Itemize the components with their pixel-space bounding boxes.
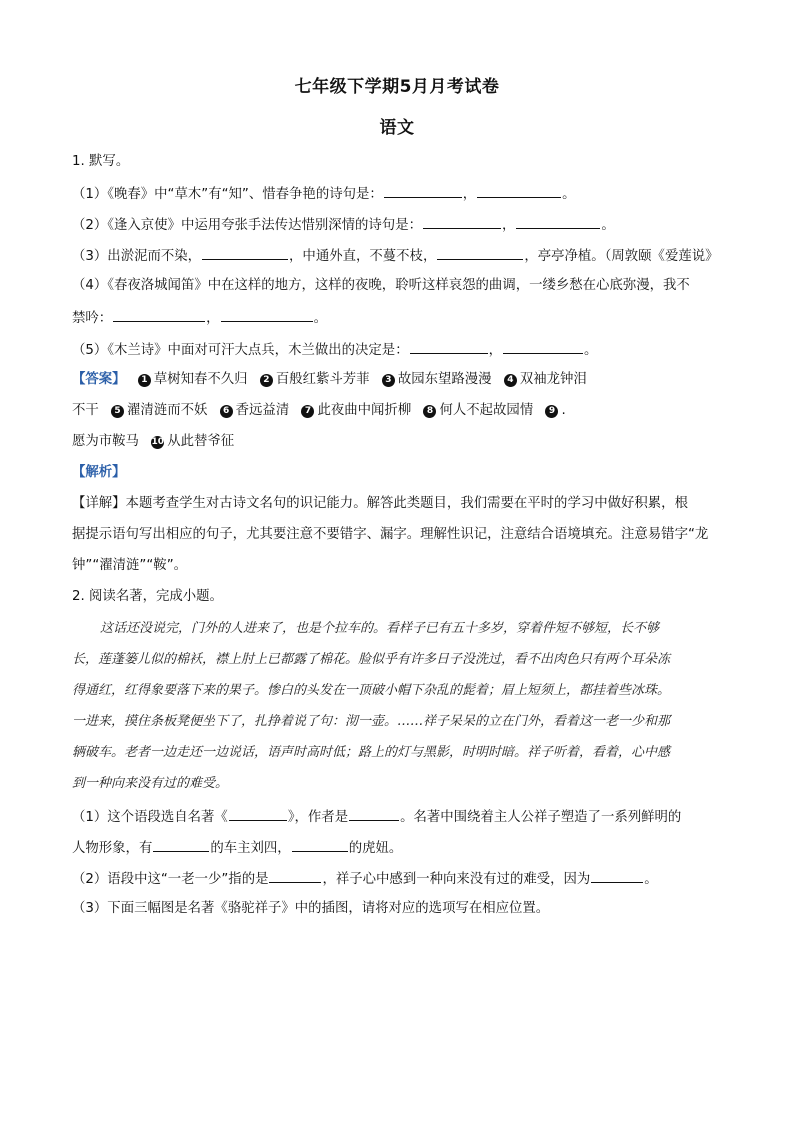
- circled-number: 2: [260, 374, 273, 387]
- q2-sub3: （3）下面三幅图是名著《骆驼祥子》中的插图，请将对应的选项写在相应位置。: [72, 901, 550, 916]
- circled-number: 10: [151, 437, 164, 447]
- circled-number: 4: [504, 374, 517, 387]
- answer-blank[interactable]: [591, 868, 643, 883]
- answer-blank[interactable]: [113, 307, 205, 322]
- answer-line1: 【答案】 1 草树知春不久归 2 百般红紫斗芳菲 3 故园东望路漫漫 4 双袖龙钟泪: [72, 372, 587, 387]
- q2-heading: 2. 阅读名著，完成小题。: [72, 589, 223, 604]
- circled-number: 3: [382, 374, 395, 387]
- answer-blank[interactable]: [269, 868, 321, 883]
- passage-line: 一进来，摸住条板凳便坐下了，扎挣着说了句：沏一壶。……祥子呆呆的立在门外，看着这一老一少和那: [72, 714, 671, 729]
- q1-sub4-line1: （4）《春夜洛城闻笛》中在这样的地方，这样的夜晚，聆听这样哀怨的曲调，一缕乡愁在心底弥漫，我不: [72, 278, 690, 293]
- circled-number: 9: [545, 405, 558, 418]
- q1-sub2: （2）《逢入京使》中运用夸张手法传达惜别深情的诗句是： ， 。: [72, 214, 732, 236]
- circled-number: 6: [220, 405, 233, 418]
- passage-line: 得通红，红得象要落下来的果子。惨白的头发在一顶破小帽下杂乱的髭着；眉上短须上，都挂着些冰珠。: [72, 683, 671, 698]
- passage-line: 长，莲蓬篓儿似的棉袄，襟上肘上已都露了棉花。脸似乎有许多日子没洗过，看不出肉色只有两个耳朵冻: [72, 652, 671, 667]
- circled-number: 8: [423, 405, 436, 418]
- q2-sub1-line2: 人物形象，有 的车主刘四， 的虎妞。: [72, 837, 732, 859]
- q2-sub2: （2）语段中这“一老一少”指的是 ，祥子心中感到一种向来没有过的难受，因为 。: [72, 868, 732, 890]
- analysis-detail-line2: 据提示语句写出相应的句子，尤其要注意不要错字、漏字。理解性识记，注意结合语境填充。注意易错字“龙: [72, 527, 709, 542]
- answer-blank[interactable]: [202, 245, 288, 260]
- analysis-tag: 【解析】: [72, 465, 126, 480]
- circled-number: 7: [301, 405, 314, 418]
- circled-number: 5: [111, 405, 124, 418]
- answer-blank[interactable]: [349, 806, 399, 821]
- answer-tag: 【答案】: [72, 372, 126, 387]
- answer-blank[interactable]: [221, 307, 313, 322]
- answer-blank[interactable]: [503, 339, 583, 354]
- circled-number: 1: [138, 374, 151, 387]
- answer-blank[interactable]: [423, 214, 501, 229]
- passage-line: 辆破车。老者一边走还一边说话，语声时高时低；路上的灯与黑影，时明时暗。祥子听着，看着，心中感: [72, 745, 671, 760]
- answer-blank[interactable]: [292, 837, 348, 852]
- passage-line: 到一种向来没有过的难受。: [72, 776, 229, 791]
- answer-line3: 愿为市鞍马 10 从此替爷征: [72, 434, 235, 449]
- answer-blank[interactable]: [229, 806, 287, 821]
- answer-blank[interactable]: [410, 339, 488, 354]
- answer-blank[interactable]: [384, 183, 462, 198]
- q2-sub1-line1: （1）这个语段选自名著《 》，作者是 。名著中围绕着主人公祥子塑造了一系列鲜明的: [72, 806, 732, 828]
- q1-sub4-line2: 禁吟： ， 。: [72, 307, 732, 329]
- q1-sub3: （3）出淤泥而不染， ，中通外直，不蔓不枝， ，亭亭净植。（周敦颐《爱莲说》: [72, 245, 732, 267]
- q1-sub5: （5）《木兰诗》中面对可汗大点兵，木兰做出的决定是： ， 。: [72, 339, 732, 361]
- exam-title: 七年级下学期5月月考试卷: [294, 77, 500, 97]
- answer-blank[interactable]: [437, 245, 523, 260]
- answer-blank[interactable]: [477, 183, 561, 198]
- subject-title: 语文: [379, 118, 415, 138]
- passage-line: 这话还没说完，门外的人进来了，也是个拉车的。看样子已有五十多岁，穿着件短不够短，长不够: [100, 621, 660, 636]
- analysis-detail-line3: 钟”“濯清涟”“鞍”。: [72, 558, 188, 573]
- analysis-detail-line1: 【详解】本题考查学生对古诗文名句的识记能力。解答此类题目，我们需要在平时的学习中做好积累，根: [72, 496, 688, 511]
- answer-blank[interactable]: [153, 837, 209, 852]
- q1-heading: 1. 默写。: [72, 154, 130, 169]
- answer-line2: 不干 5 濯清涟而不妖 6 香远益清 7 此夜曲中闻折柳 8 何人不起故园情 9 .: [72, 403, 566, 418]
- q1-sub1: （1）《晚春》中“草木”有“知”、惜春争艳的诗句是： ， 。: [72, 183, 732, 205]
- answer-blank[interactable]: [516, 214, 600, 229]
